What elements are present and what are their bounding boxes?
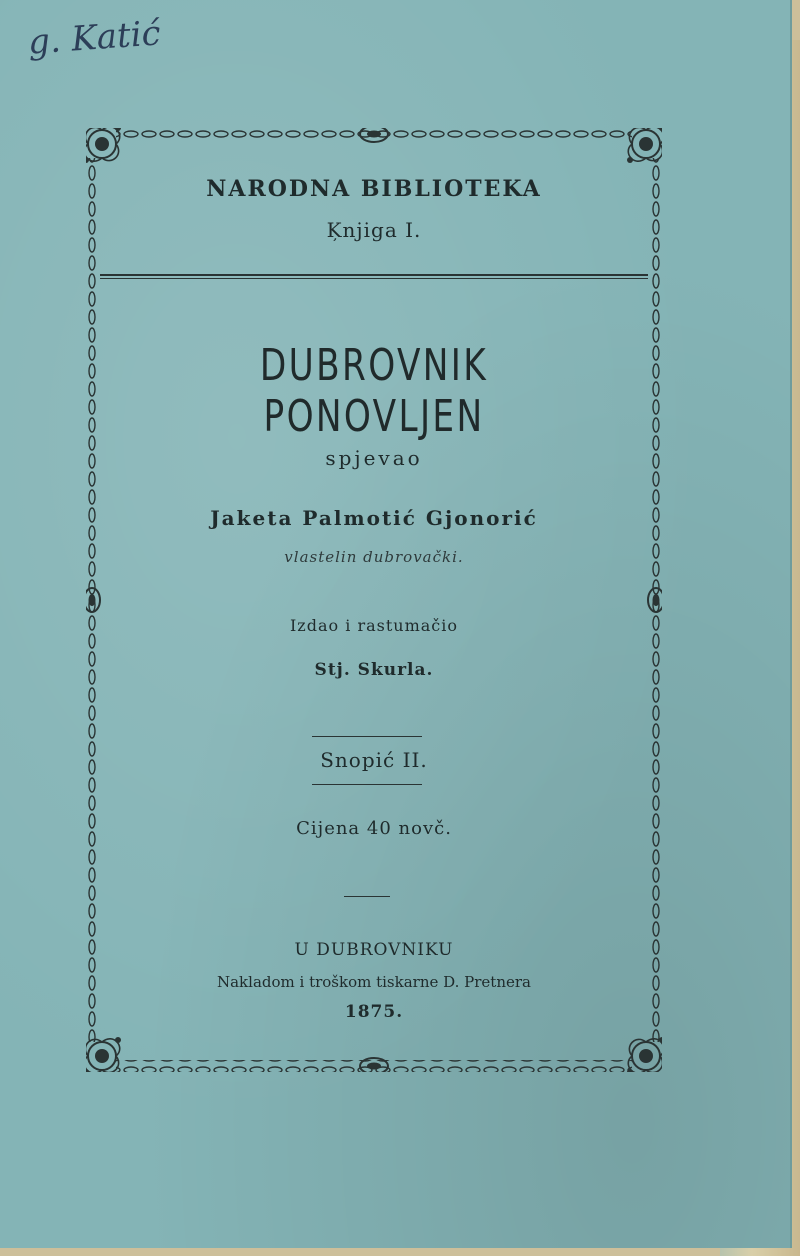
part-rule-top — [312, 736, 422, 737]
imprint-place: U DUBROVNIKU — [294, 940, 454, 960]
imprint-year: 1875. — [344, 1002, 404, 1022]
title-page-text — [86, 128, 662, 1072]
series-title: NARODNA BIBLIOTEKA — [206, 176, 542, 202]
imprint-rule — [344, 896, 390, 897]
book-title: DUBROVNIK PONOVLJEN — [259, 340, 489, 442]
author-name: Jaketa Palmotić Gjonorić — [210, 506, 538, 530]
volume-number: Ķnjiga I. — [326, 218, 422, 242]
handwritten-note: g. Katić — [26, 13, 162, 63]
editor-intro: Izdao i rastumačio — [289, 616, 458, 635]
editor-name: Stj. Skurla. — [314, 660, 434, 680]
header-divider — [100, 274, 648, 279]
price: Cijena 40 novč. — [296, 818, 452, 839]
part-rule-bottom — [312, 784, 422, 785]
part-number: Snopić II. — [320, 748, 428, 772]
imprint-publisher: Nakladom i troškom tiskarne D. Pretnera — [216, 973, 531, 991]
author-title: vlastelin dubrovački. — [284, 548, 464, 566]
author-intro: spjevao — [325, 446, 423, 470]
